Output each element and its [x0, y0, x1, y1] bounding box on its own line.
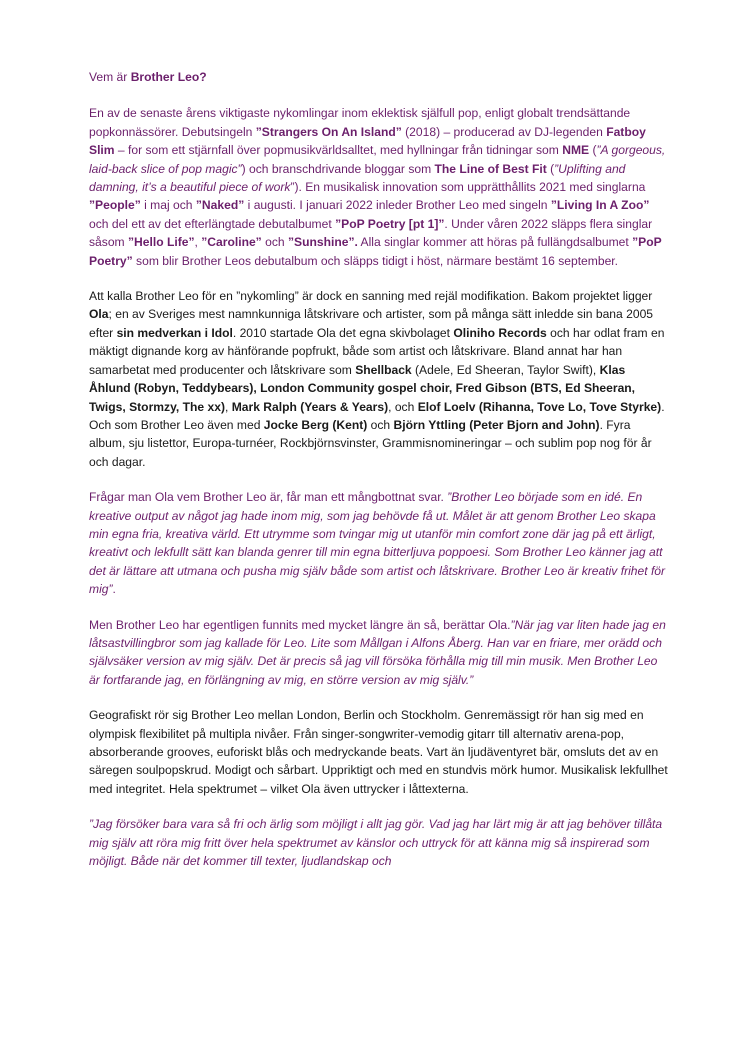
document-page	[89, 68, 669, 887]
text: . Under våren 2022 släpps flera singlar såsom	[89, 216, 653, 250]
page-title	[89, 68, 669, 86]
single-title: ”Naked”	[195, 198, 245, 213]
heading-prefix: Vem är	[89, 70, 131, 84]
text: . 2010 startade Ola det egna skivbolaget	[232, 325, 454, 340]
text: . Och som Brother Leo även med	[89, 399, 665, 432]
album-title: ”PoP Poetry”	[89, 235, 662, 268]
heading-name: Brother Leo?	[130, 70, 207, 84]
text: ,	[224, 399, 232, 414]
single-title: ”Living In A Zoo”	[550, 198, 650, 213]
collaborator: Björn Yttling (Peter Bjorn and John)	[393, 417, 600, 432]
text: ”). En musikalisk innovation som upprätthållits 2021 med singlarna	[290, 180, 646, 195]
text: En av de senaste årens viktigaste nykomlingar inom eklektisk själfull pop, enligt globalt trendsättande popkonnässörer. Debutsingeln	[89, 106, 631, 139]
quote: ”Jag försöker bara vara så fri och ärlig som möjligt i allt jag gör. Vad jag har lärt mig är att jag behöver tillåta mig själv att röra mig fritt över hela spektrumet av känslor och uttryck för att känna mig så inspirerad som möjligt. Både när det kommer till texter, ljudlandskap och	[89, 817, 663, 869]
text: Alla singlar kommer att höras på fullängdsalbumet	[357, 235, 633, 250]
single-title: ”Hello Life”	[127, 235, 195, 250]
highlight: sin medverkan i Idol	[116, 325, 233, 340]
single-title: ”Caroline”	[201, 235, 262, 250]
text: . Fyra album, sju listettor, Europa-turnéer, Rockbjörnsvinster, Grammisnomineringar – och sublim pop nog för år och dagar.	[89, 417, 652, 469]
quote: ”A gorgeous, laid-back slice of pop magic”	[89, 143, 666, 176]
text: , och	[388, 399, 418, 414]
paragraph-geography	[89, 706, 669, 798]
text: Geografiskt rör sig Brother Leo mellan London, Berlin och Stockholm. Genremässigt rör han sig med en olympisk flexibilitet på multipla nivåer. Från singer-songwriter-vemodig gitarr till alternativ arena-pop, absorberande grooves, euforiskt blås och medryckande beats. Vart än ljudäventyret bär, omsluts det av en säregen soulpopskrud. Modigt och sårbart. Uppriktigt och med en stundvis mörk humor. Musikalisk lekfullhet med integritet. Hela spektrumet – vilket Ola även uttrycker i låttexterna.	[89, 708, 668, 796]
single-title: ”Sunshine”.	[287, 235, 358, 250]
artist-name: Ola	[89, 307, 109, 322]
quote: ”Uplifting and damning, it’s a beautiful piece of work	[89, 161, 626, 195]
text: i maj och	[140, 198, 196, 213]
album-title: ”PoP Poetry [pt 1]”	[335, 216, 445, 231]
text: (	[546, 161, 555, 176]
collaborator: Elof Loelv (Rihanna, Tove Lo, Tove Styrke)	[417, 399, 662, 414]
quote: ”När jag var liten hade jag en låtsastvillingbror som jag kallade för Leo. Lite som Mållgan i Alfons Åberg. Han var en friare, mer orädd och självsäker version av mig själv. Det är precis så jag vill försöka förhålla mig till min musik. Men Brother Leo är fortfarande jag, en förlängning av mig, en större version av mig själv.”	[89, 617, 666, 687]
single-title: ”Strangers On An Island”	[255, 124, 402, 139]
publication-name: NME	[562, 143, 590, 158]
paragraph-quote-two	[89, 616, 669, 690]
text: ) och branschdrivande bloggar som	[241, 161, 435, 176]
publication-name: The Line of Best Fit	[434, 161, 547, 176]
text: Men Brother Leo har egentligen funnits med mycket längre än så, berättar Ola.	[89, 617, 511, 632]
text: ; en av Sveriges mest namnkunniga låtskrivare och artister, som på många sätt inledde sin bana 2005 efter	[89, 307, 654, 340]
paragraph-quote-three	[89, 815, 669, 870]
single-title: ”People”	[89, 198, 141, 213]
producer-name: Fatboy Slim	[89, 124, 646, 158]
collaborator: Klas Åhlund (Robyn, Teddybears), London Community gospel choir, Fred Gibson (BTS, Ed Sheeran, Twigs, Stormzy, The xx)	[89, 362, 636, 414]
text: Att kalla Brother Leo för en ”nykomling” är dock en sanning med rejäl modifikation. Bakom projektet ligger	[89, 289, 653, 304]
text: (	[589, 143, 597, 158]
quote: ”Brother Leo började som en idé. En kreative output av något jag hade inom mig, som jag behövde få ut. Målet är att genom Brother Leo skapa min egna fria, kreativa värld. Ett utrymme som tvingar mig ut utanför min comfort zone där jag på ett ärligt, kreativt och lekfullt sätt kan blanda genrer till min egna bitterljuva poppoesi. Som Brother Leo känner jag att det är lättare att utmana och pusha mig själv både som artist och låtskrivare. Brother Leo är kreativ frihet för mig”	[89, 490, 666, 597]
text: och del ett av det efterlängtade debutalbumet	[89, 216, 336, 231]
collaborator: Mark Ralph (Years & Years)	[231, 399, 389, 414]
collaborator: Jocke Berg (Kent)	[263, 417, 368, 432]
paragraph-background	[89, 287, 669, 471]
text: ,	[194, 235, 202, 250]
label-name: Oliniho Records	[453, 325, 547, 340]
text: (2018) – producerad av DJ-legenden	[401, 124, 607, 139]
collaborator: Shellback	[355, 362, 412, 377]
text: .	[112, 582, 116, 597]
text: (Adele, Ed Sheeran, Taylor Swift),	[411, 362, 600, 377]
text: och	[261, 235, 288, 250]
text: och	[367, 417, 394, 432]
text: i augusti. I januari 2022 inleder Brother Leo med singeln	[244, 198, 551, 213]
text: – for som ett stjärnfall över popmusikvärldsalltet, med hyllningar från tidningar som	[114, 143, 563, 158]
text: Frågar man Ola vem Brother Leo är, får man ett mångbottnat svar.	[89, 490, 448, 505]
text: som blir Brother Leos debutalbum och släpps tidigt i höst, närmare bestämt 16 september.	[132, 253, 619, 268]
paragraph-intro	[89, 104, 669, 270]
text: och har odlat fram en mäktigt dignande korg av hänförande popfrukt, både som artist och låtskrivare. Bland annat har han samarbetat med producenter och låtskrivare som	[89, 325, 665, 377]
paragraph-quote-one	[89, 488, 669, 598]
